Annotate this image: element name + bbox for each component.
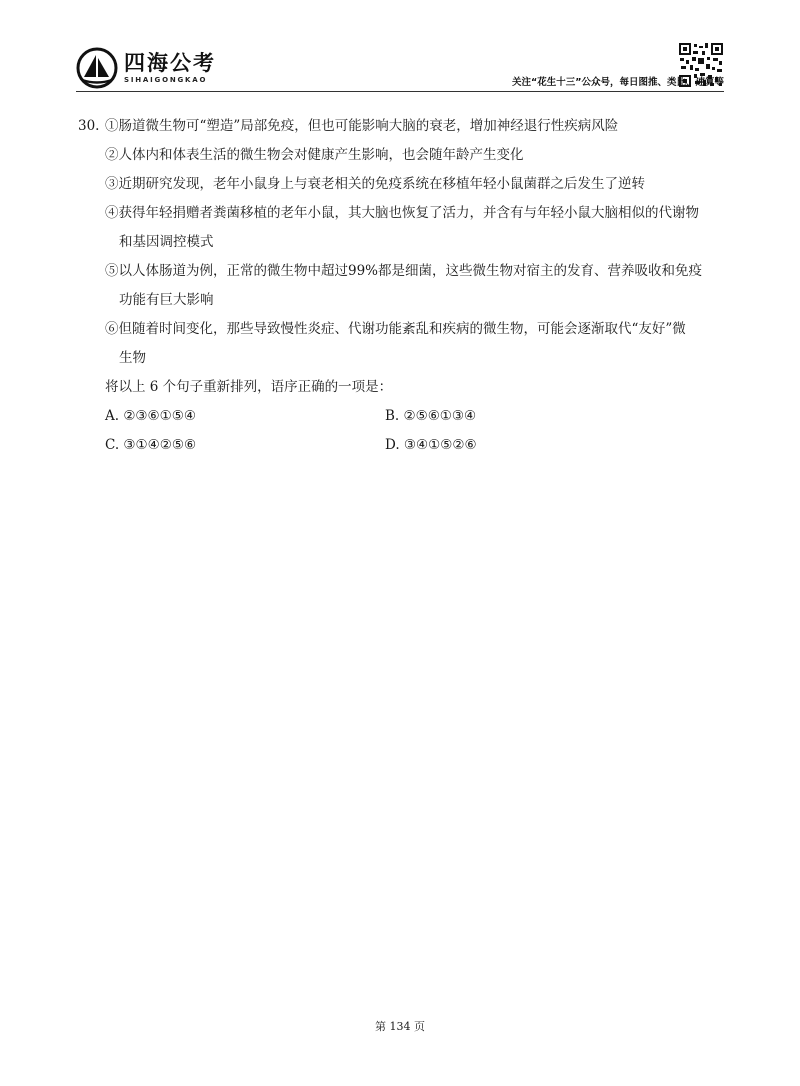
question-block xyxy=(78,112,728,460)
sentence-1: 30. ①肠道微生物可“塑造”局部免疫，但也可能影响大脑的衰老，增加神经退行性疾病风险 xyxy=(78,112,728,141)
question-prompt: 将以上 6 个句子重新排列，语序正确的一项是： xyxy=(105,379,393,395)
option-d: D. ③④①⑤②⑥ xyxy=(385,437,477,453)
sentence-3: ③近期研究发现，老年小鼠身上与衰老相关的免疫系统在移植年轻小鼠菌群之后发生了逆转 xyxy=(105,176,645,192)
brand-name-en: SIHAIGONGKAO xyxy=(124,75,208,84)
option-b: B. ②⑤⑥①③④ xyxy=(385,408,477,424)
page-number: 第 134 页 xyxy=(375,1020,425,1033)
sentence-4-continued: 和基因调控模式 xyxy=(119,234,214,250)
answer-options xyxy=(78,402,728,460)
question-number: 30. xyxy=(78,118,100,134)
sentence-5-continued: 功能有巨大影响 xyxy=(119,292,214,308)
sentence-6: ⑥但随着时间变化，那些导致慢性炎症、代谢功能紊乱和疾病的微生物，可能会逐渐取代“友好”微 xyxy=(105,321,686,337)
brand-name-cn: 四海公考 xyxy=(124,50,216,75)
brand-logo xyxy=(76,47,216,89)
follow-notice: 关注“花生十三”公众号，每日图推、类比、速算等 xyxy=(512,77,724,88)
sentence-2: ②人体内和体表生活的微生物会对健康产生影响，也会随年龄产生变化 xyxy=(105,147,524,163)
page-header xyxy=(0,0,800,100)
header-divider xyxy=(76,91,724,92)
sentence-6-continued: 生物 xyxy=(119,350,146,366)
option-a: A. ②③⑥①⑤④ xyxy=(105,408,196,424)
sentence-5: ⑤以人体肠道为例，正常的微生物中超过99%都是细菌，这些微生物对宿主的发育、营养吸收和免疫 xyxy=(105,263,703,279)
sailboat-logo-icon xyxy=(76,47,118,89)
sentence-4: ④获得年轻捐赠者粪菌移植的老年小鼠，其大脑也恢复了活力，并含有与年轻小鼠大脑相似的代谢物 xyxy=(105,205,699,221)
option-c: C. ③①④②⑤⑥ xyxy=(105,437,197,453)
